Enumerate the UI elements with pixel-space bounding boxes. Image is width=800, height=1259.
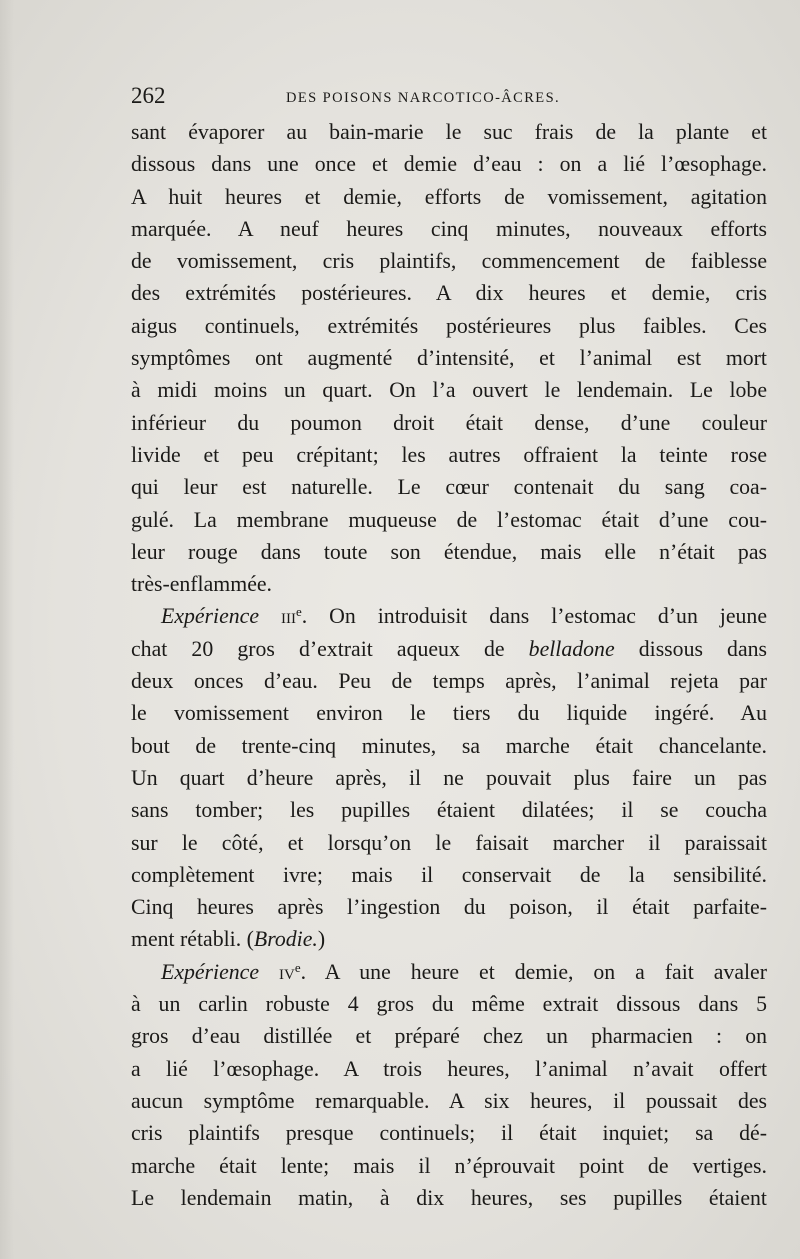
text-line: marche était lente; mais il n’éprouvait point de vertiges. [131,1153,767,1178]
text-line: marquée. A neuf heures cinq minutes, nouveaux efforts [131,216,767,241]
text-line: deux onces d’eau. Peu de temps après, l’animal rejeta par [131,669,767,694]
text-line: bout de trente-cinq minutes, sa marche était chancelante. [131,733,767,758]
text-fragment: ment rétabli. ( [131,927,254,952]
text-line: Un quart d’heure après, il ne pouvait plus faire un pas [131,765,767,790]
text-line: de vomissement, cris plaintifs, commencement de faiblesse [131,249,767,274]
text-line: des extrémités postérieures. A dix heures et demie, cris [131,281,767,306]
experience-3-line [131,600,767,632]
text-line [131,923,767,955]
text-line: complètement ivre; mais il conservait de la sensibilité. [131,862,767,887]
text-line: inférieur du poumon droit était dense, d’une couleur [131,410,767,435]
experience-4-line [131,956,767,988]
text-line: aigus continuels, extrémités postérieures plus faibles. Ces [131,313,767,338]
citation-brodie: Brodie. [253,927,318,952]
text-line: gros d’eau distillée et préparé chez un pharmacien : on [131,1024,767,1049]
text-line [131,633,767,665]
text-line: cris plaintifs presque continuels; il était inquiet; sa dé- [131,1121,767,1146]
experience-4-text: . A une heure et demie, on a fait avaler [300,959,767,984]
experience-4-number: iv [278,959,295,984]
text-line: leur rouge dans toute son étendue, mais elle n’était pas [131,539,767,564]
text-line: qui leur est naturelle. Le cœur contenait du sang coa- [131,475,767,500]
text-line: sant évaporer au bain-marie le suc frais de la plante et [131,120,767,144]
text-line: sans tomber; les pupilles étaient dilatées; il se coucha [131,798,767,823]
text-line: sur le côté, et lorsqu’on le faisait marcher il paraissait [131,830,767,855]
experience-3-label: Expérience [161,604,260,629]
text-line: a lié l’œsophage. A trois heures, l’animal n’avait offert [131,1056,767,1081]
page-header [131,78,771,114]
page-edge-shadow [0,0,14,1259]
text-line: A huit heures et demie, efforts de vomissement, agitation [131,184,767,209]
experience-3-sup: e [295,604,302,620]
text-line: à un carlin robuste 4 gros du même extrait dissous dans 5 [131,992,767,1017]
text-line: très-enflammée. [131,572,272,597]
running-head: DES POISONS NARCOTICO-ÂCRES. [286,90,561,106]
text-fragment: chat 20 gros d’extrait aqueux de [131,636,505,661]
text-line: Cinq heures après l’ingestion du poison, il était parfaite- [131,895,767,920]
experience-3-number: iii [280,604,296,629]
text-line: symptômes ont augmenté d’intensité, et l’animal est mort [131,346,767,371]
page-number: 262 [131,83,166,108]
body-text [131,116,767,1214]
text-line: à midi moins un quart. On l’a ouvert le lendemain. Le lobe [131,378,767,403]
text-line: dissous dans une once et demie d’eau : on a lié l’œsophage. [131,152,767,177]
text-line: aucun symptôme remarquable. A six heures, il poussait des [131,1088,767,1113]
experience-3-text: . On introduisit dans l’estomac d’un jeune [301,604,767,629]
text-line: le vomissement environ le tiers du liquide ingéré. Au [131,701,767,726]
experience-4-label: Expérience [161,959,260,984]
text-line: gulé. La membrane muqueuse de l’estomac était d’une cou- [131,507,767,532]
text-line: livide et peu crépitant; les autres offraient la teinte rose [131,442,767,467]
belladone-term: belladone [528,636,615,661]
text-fragment: dissous dans [638,636,768,661]
experience-4-sup: e [294,959,301,975]
text-line: Le lendemain matin, à dix heures, ses pupilles étaient [131,1185,767,1210]
text-fragment: ) [317,927,326,952]
